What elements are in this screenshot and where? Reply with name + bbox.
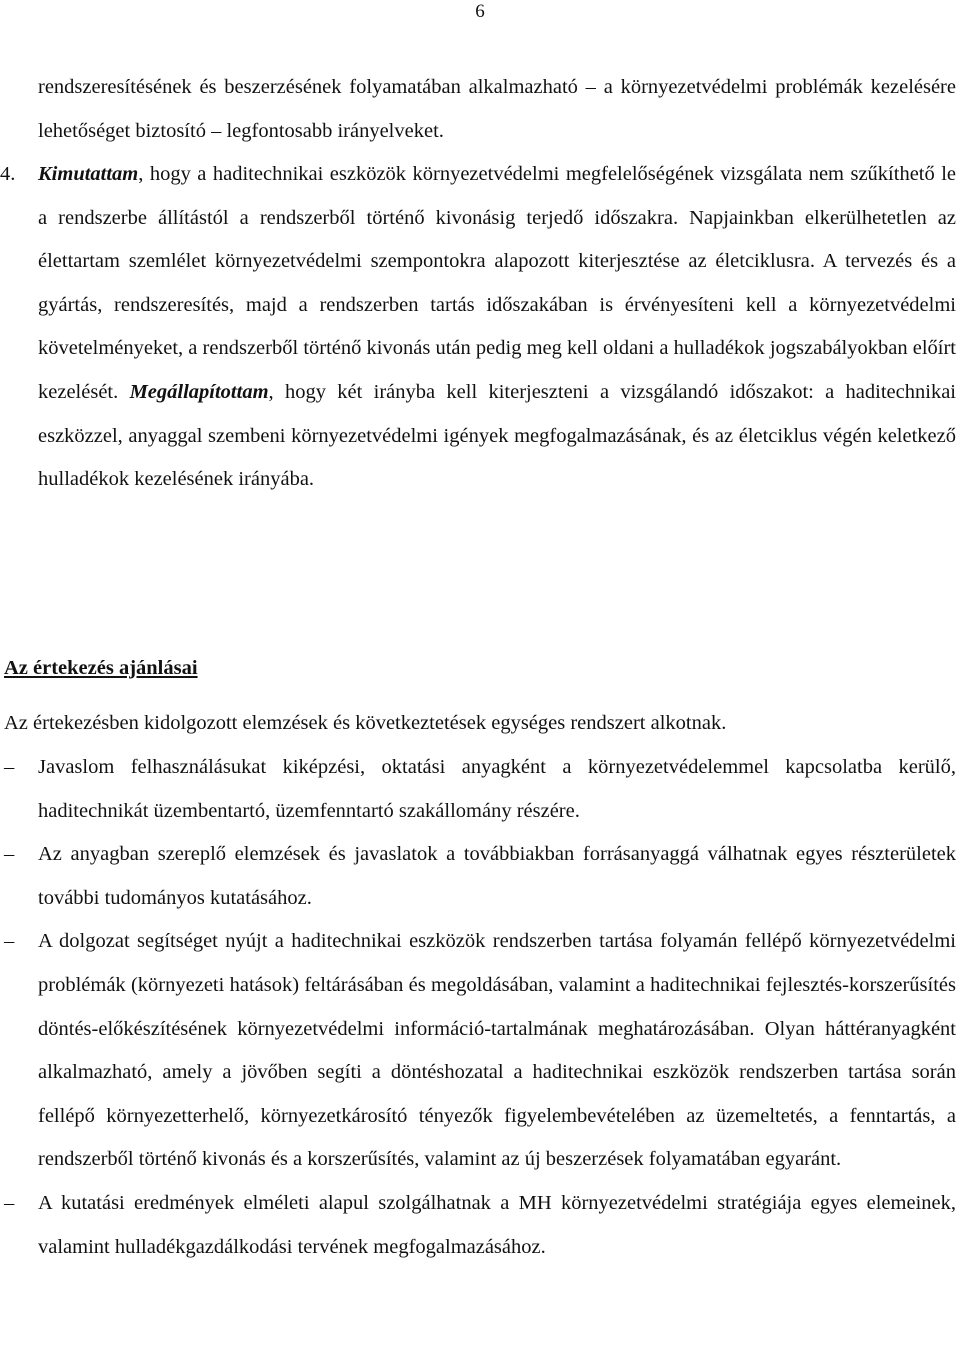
point-number: 4. (0, 163, 16, 185)
dash-bullet: – (4, 930, 15, 953)
section-intro: Az értekezésben kidolgozott elemzések és következtetések egységes rendszert alkotnak. (4, 712, 727, 734)
list-item (4, 1182, 956, 1269)
section-heading: Az értekezés ajánlásai (4, 657, 198, 679)
numbered-point-4 (0, 153, 956, 502)
list-item (4, 746, 956, 833)
page-number: 6 (475, 1, 485, 22)
emphasis-megallapitottam: Megállapítottam (129, 380, 269, 403)
list-item-text: Az anyagban szereplő elemzések és javaslatok a továbbiakban forrásanyaggá válhatnak egyes részterületek további tudományos kutatásához. (38, 843, 956, 909)
recommendation-list (4, 746, 956, 1269)
dash-bullet: – (4, 756, 15, 778)
emphasis-kimutattam: Kimutattam (38, 163, 139, 185)
dash-bullet: – (4, 1191, 15, 1214)
dash-bullet: – (4, 843, 15, 866)
point-text-1: , hogy a haditechnikai eszközök környezetvédelmi megfelelőségének vizsgálata nem szűkíthető le a rendszerbe állítástól a rendszerből történő kivonásig terjedő időszakra. Napjainkban elkerülhetetlen az élettartam szemlélet környezetvédelmi szempontokra alapozott kiterjesztése az életciklusra. A tervezés és a gyártás, rendszeresítés, majd a rendszerben tartás időszakában is érvényesíteni kell a környezetvédelmi követelményeket, a rendszerből történő kivonás után pedig meg kell oldani a hulladékok jogszabályokban előírt kezelését. (38, 163, 956, 403)
list-item-text: A kutatási eredmények elméleti alapul szolgálhatnak a MH környezetvédelmi stratégiája egyes elemeinek, valamint hulladékgazdálkodási tervének megfogalmazásához. (38, 1191, 956, 1258)
point-text-2: , hogy két irányba kell kiterjeszteni a vizsgálandó időszakot: a haditechnikai eszközzel, anyaggal szembeni környezetvédelmi igények megfogalmazásának, és az életciklus végén keletkező hulladékok kezelésének irányába. (38, 380, 956, 491)
paragraph-continuation: rendszeresítésének és beszerzésének folyamatában alkalmazható – a környezetvédelmi problémák kezelésére lehetőséget biztosító – legfontosabb irányelveket. (38, 76, 956, 142)
list-item (4, 920, 956, 1182)
list-item-text: Javaslom felhasználásukat kiképzési, oktatási anyagként a környezetvédelemmel kapcsolatba kerülő, haditechnikát üzembentartó, üzemfenntartó szakállomány részére. (38, 756, 956, 822)
list-item (4, 833, 956, 920)
list-item-text: A dolgozat segítséget nyújt a haditechnikai eszközök rendszerben tartása folyamán fellépő környezetvédelmi problémák (környezeti hatások) feltárásában és megoldásában, valamint a haditechnikai fejlesztés-korszerűsítés döntés-előkészítésének környezetvédelmi információ-tartalmának meghatározásában. Olyan háttéranyagként alkalmazható, amely a jövőben segíti a döntéshozatal a haditechnikai eszközök rendszerben tartása során fellépő környezetterhelő, környezetkárosító tényezők figyelembevételében az üzemeltetés, a fenntartás, a rendszerből történő kivonás és a korszerűsítés, valamint az új beszerzések folyamatában egyaránt. (38, 930, 956, 1171)
